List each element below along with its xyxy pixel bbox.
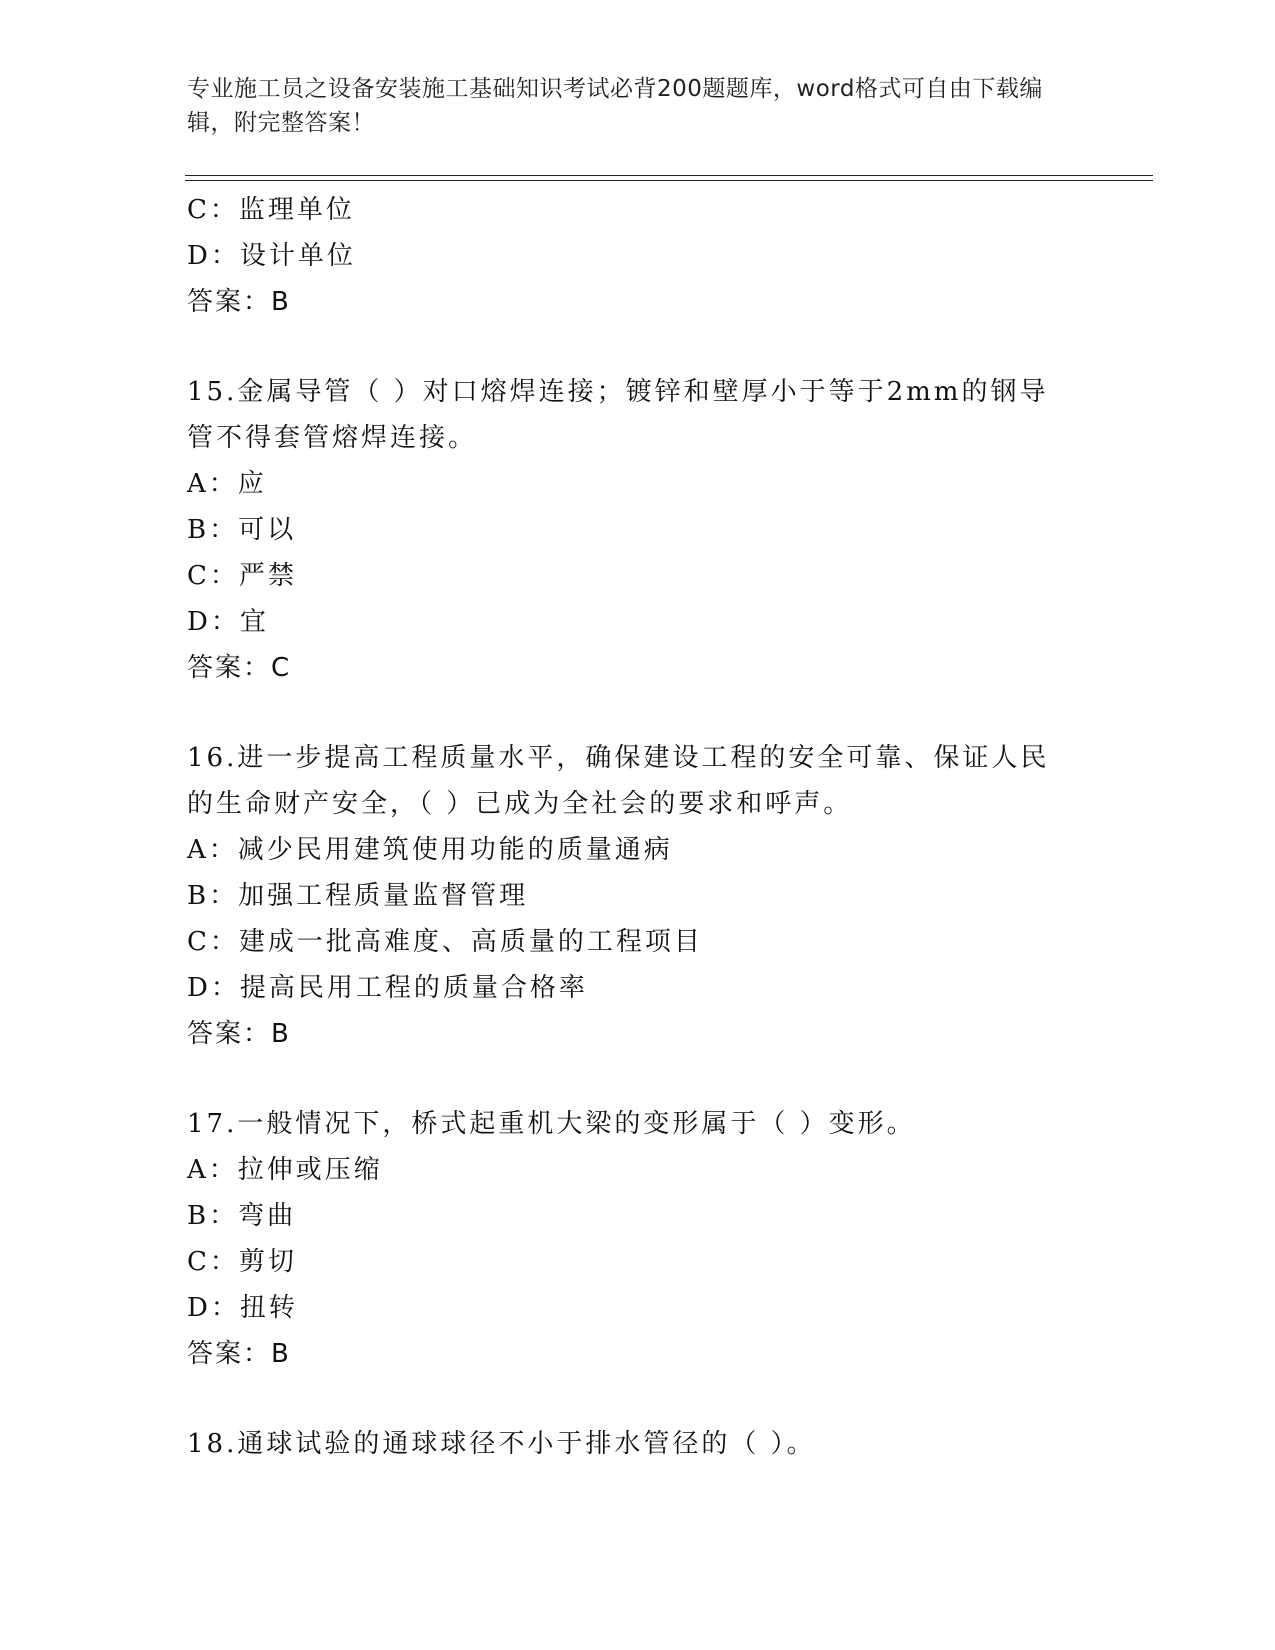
option-c: C：严禁 bbox=[187, 561, 297, 591]
prev-answer: 答案：B bbox=[187, 287, 291, 317]
question-text: 18.通球试验的通球球径不小于排水管径的（ ）。 bbox=[187, 1429, 816, 1459]
prev-option-c: C：监理单位 bbox=[187, 195, 355, 225]
option-a: A：应 bbox=[187, 469, 267, 499]
page-header: 专业施工员之设备安装施工基础知识考试必背200题题库，word格式可自由下载编辑，附完整答案！ bbox=[187, 76, 1043, 136]
question-17 bbox=[187, 1101, 1087, 1377]
option-c: C：剪切 bbox=[187, 1247, 297, 1277]
question-text: 17.一般情况下，桥式起重机大梁的变形属于（ ）变形。 bbox=[187, 1109, 916, 1139]
answer: 答案：B bbox=[187, 1019, 291, 1049]
question-15 bbox=[187, 369, 1087, 691]
document-body bbox=[187, 187, 1087, 1467]
option-d: D：提高民用工程的质量合格率 bbox=[187, 973, 588, 1003]
prev-option-d: D：设计单位 bbox=[187, 241, 356, 271]
option-b: B：弯曲 bbox=[187, 1201, 297, 1231]
option-b: B：加强工程质量监督管理 bbox=[187, 881, 529, 911]
option-a: A：减少民用建筑使用功能的质量通病 bbox=[187, 835, 673, 865]
answer: 答案：B bbox=[187, 1339, 291, 1369]
question-18 bbox=[187, 1421, 1087, 1467]
answer: 答案：C bbox=[187, 653, 292, 683]
question-text: 15.金属导管（ ）对口熔焊连接；镀锌和壁厚小于等于2mm的钢导管不得套管熔焊连接。 bbox=[187, 377, 1049, 453]
option-d: D：宜 bbox=[187, 607, 269, 637]
option-d: D：扭转 bbox=[187, 1293, 298, 1323]
option-b: B：可以 bbox=[187, 515, 297, 545]
option-c: C：建成一批高难度、高质量的工程项目 bbox=[187, 927, 703, 957]
question-16 bbox=[187, 735, 1087, 1057]
header-double-rule bbox=[185, 175, 1153, 181]
option-a: A：拉伸或压缩 bbox=[187, 1155, 383, 1185]
question-text: 16.进一步提高工程质量水平，确保建设工程的安全可靠、保证人民的生命财产安全，（ ）已成为全社会的要求和呼声。 bbox=[187, 743, 1050, 819]
